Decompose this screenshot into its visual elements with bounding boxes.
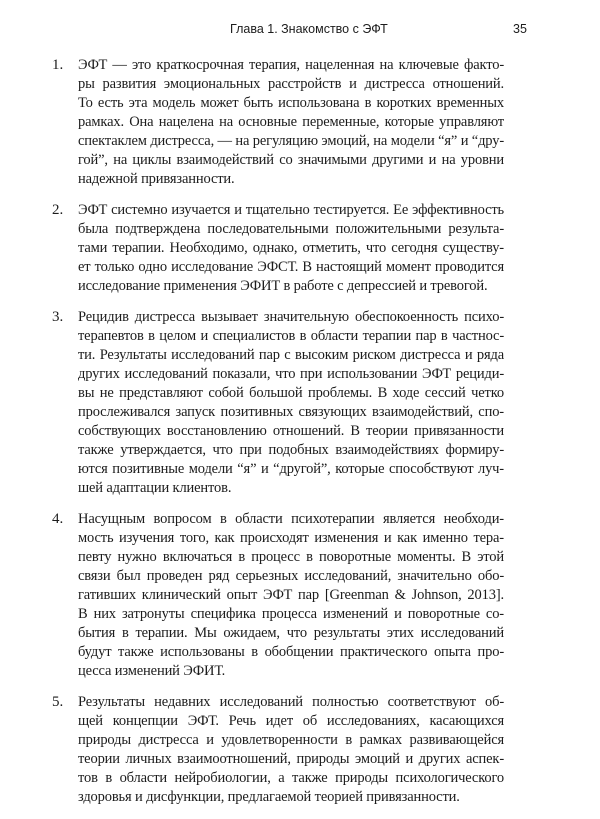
- text-line: ры развития эмоциональных расстройств и дистресса отношений.: [78, 76, 504, 92]
- list-item-number: 3.: [52, 309, 64, 325]
- text-line: здоровья и дисфункции, предлагаемой теорией привязанности.: [78, 789, 460, 805]
- text-line: прослеживался запуск позитивных связующих взаимодействий, спо-: [78, 404, 504, 420]
- text-line: цесса изменений ЭФИТ.: [78, 663, 226, 679]
- text-line: ЭФТ — это краткосрочная терапия, нацеленная на ключевые факто-: [78, 57, 504, 73]
- text-line: мость изучения того, как происходят изменения и как именно тера-: [78, 530, 504, 546]
- text-line: гативших клинический опыт ЭФТ пар [Greenman & Johnson, 2013].: [78, 587, 504, 603]
- chapter-title: Глава 1. Знакомство с ЭФТ: [230, 22, 388, 36]
- running-header: [0, 22, 600, 42]
- text-line: То есть эта модель может быть использована в коротких временных: [78, 95, 504, 111]
- text-line: тов в области нейробиологии, а также природы психологического: [78, 770, 504, 786]
- text-line: певту нужно включаться в процесс в поворотные моменты. В этой: [78, 549, 504, 565]
- list-item-text: [78, 308, 504, 498]
- page-number: 35: [513, 22, 527, 36]
- list-item-number: 4.: [52, 511, 64, 527]
- text-line: была подтверждена последовательными положительными результа-: [78, 221, 504, 237]
- list-item-text: [78, 693, 504, 807]
- text-line: ет только одно исследование ЭФСТ. В настоящий момент проводится: [78, 259, 504, 275]
- text-line: вы не представляют собой большой проблемы. В ходе сессий четко: [78, 385, 504, 401]
- text-line: тами терапии. Необходимо, однако, отметить, что сегодня существу-: [78, 240, 504, 256]
- list-item: [52, 56, 504, 189]
- text-line: природы дистресса и удовлетворенности в рамках развивающейся: [78, 732, 504, 748]
- text-line: исследование применения ЭФИТ в работе с депрессией и тревогой.: [78, 278, 488, 294]
- text-line: Насущным вопросом в области психотерапии является необходи-: [78, 511, 504, 527]
- list-item-number: 2.: [52, 202, 64, 218]
- text-line: гой”, на циклы взаимодействий со значимыми другими и на уровни: [78, 152, 504, 168]
- list-item: [52, 201, 504, 296]
- list-item-number: 1.: [52, 57, 64, 73]
- text-line: щей концепции ЭФТ. Речь идет об исследованиях, касающихся: [78, 713, 504, 729]
- list-item-number: 5.: [52, 694, 64, 710]
- numbered-list: [52, 56, 504, 819]
- list-item-text: [78, 56, 504, 189]
- text-line: связи был проведен ряд серьезных исследований, значительно обо-: [78, 568, 504, 584]
- text-line: ЭФТ системно изучается и тщательно тестируется. Ее эффективность: [78, 202, 504, 218]
- text-line: Рецидив дистресса вызывает значительную обеспокоенность психо-: [78, 309, 504, 325]
- text-line: бытия в терапии. Мы ожидаем, что результаты этих исследований: [78, 625, 504, 641]
- list-item: [52, 510, 504, 681]
- text-line: также утверждается, что при подобных взаимодействиях формиру-: [78, 442, 504, 458]
- text-line: В них затронуты специфика процесса изменений и поворотные со-: [78, 606, 504, 622]
- text-line: шей адаптации клиентов.: [78, 480, 232, 496]
- list-item-text: [78, 510, 504, 681]
- list-item-text: [78, 201, 504, 296]
- text-line: ти. Результаты исследований пар с высоким риском дистресса и ряда: [78, 347, 504, 363]
- text-line: ются позитивные модели “я” и “другой”, которые способствуют луч-: [78, 461, 504, 477]
- text-line: будут также использованы в обобщении практического опыта про-: [78, 644, 504, 660]
- text-line: теории личных взаимоотношений, природы эмоций и других аспек-: [78, 751, 504, 767]
- text-line: Результаты недавних исследований полностью соответствуют об-: [78, 694, 504, 710]
- text-line: терапевтов в целом и специалистов в области терапии пар в частнос-: [78, 328, 504, 344]
- text-line: рамках. Она нацелена на основные переменные, которые управляют: [78, 114, 504, 130]
- text-line: собствующих восстановлению отношений. В теории привязанности: [78, 423, 504, 439]
- list-item: [52, 693, 504, 807]
- text-line: надежной привязанности.: [78, 171, 235, 187]
- text-line: других исследований показали, что при использовании ЭФТ рециди-: [78, 366, 504, 382]
- list-item: [52, 308, 504, 498]
- text-line: спектаклем дистресса, — на регуляцию эмоций, на модели “я” и “дру-: [78, 133, 504, 149]
